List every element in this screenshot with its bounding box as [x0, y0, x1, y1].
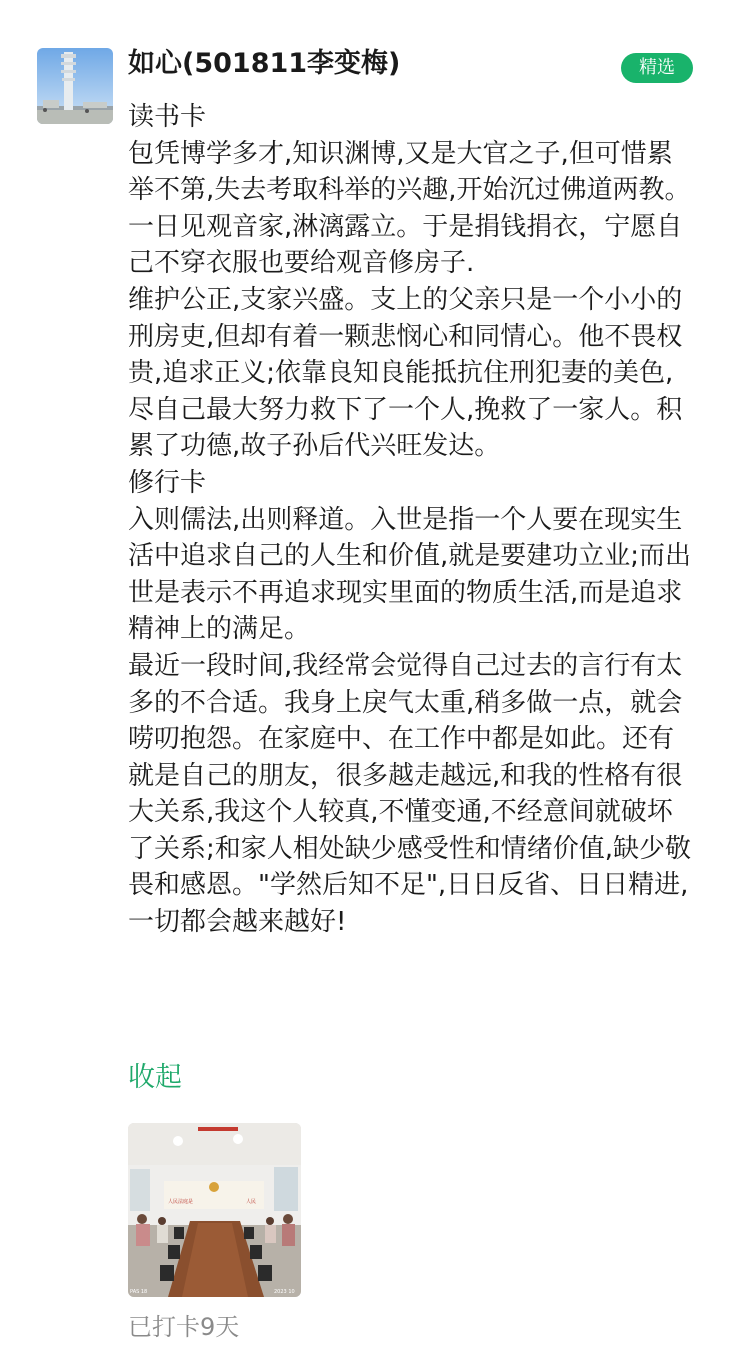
photo-stamp-right: 2023 10: [274, 1289, 295, 1295]
avatar-image: [37, 48, 113, 124]
post-photo-thumbnail[interactable]: [128, 1123, 301, 1297]
section-heading-reading-card: 读书卡: [128, 102, 207, 132]
collapse-link[interactable]: 收起: [128, 1062, 182, 1093]
avatar[interactable]: [37, 48, 113, 124]
wall-banner-right: 人民: [246, 1199, 257, 1205]
post-paragraph: 包凭博学多才,知识渊博,又是大官之子,但可惜累举不第,失去考取科举的兴趣,开始沉过佛道两教。一日见观音家,淋漓露立。于是捐钱捐衣，宁愿自己不穿衣服也要给观音修房子.: [128, 138, 691, 279]
wall-banner-left: 人民法庭是: [168, 1199, 194, 1205]
post-paragraph: 入则儒法,出则释道。入世是指一个人要在现实生活中追求自己的人生和价值,就是要建功立业;而出世是表示不再追求现实里面的物质生活,而是追求精神上的满足。: [128, 504, 692, 645]
checkin-days: 已打卡9天: [128, 1313, 240, 1341]
meeting-room-photo: [128, 1123, 301, 1297]
author-name[interactable]: 如心(501811李变梅): [128, 48, 401, 79]
featured-badge: 精选: [621, 53, 693, 83]
post-paragraph: 最近一段时间,我经常会觉得自己过去的言行有太多的不合适。我身上戾气太重,稍多做一点，就会唠叨抱怨。在家庭中、在工作中都是如此。还有就是自己的朋友，很多越走越远,和我的性格有很大关系,我这个人较真,不懂变通,不经意间就破坏了关系;和家人相处缺少感受性和情绪价值,缺少敬畏和感恩。"学然后知不足",日日反省、日日精进,一切都会越来越好!: [128, 650, 692, 938]
photo-stamp-left: PAS 18: [130, 1289, 148, 1295]
section-heading-practice-card: 修行卡: [128, 467, 207, 498]
post-paragraph: 维护公正,支家兴盛。支上的父亲只是一个小小的刑房吏,但却有着一颗悲悯心和同情心。他不畏权贵,追求正义;依靠良知良能抵抗住刑犯妻的美色,尽自己最大努力救下了一个人,挽救了一家人。积累了功德,故子孙后代兴旺发达。: [128, 284, 683, 462]
post-content: [128, 99, 694, 941]
